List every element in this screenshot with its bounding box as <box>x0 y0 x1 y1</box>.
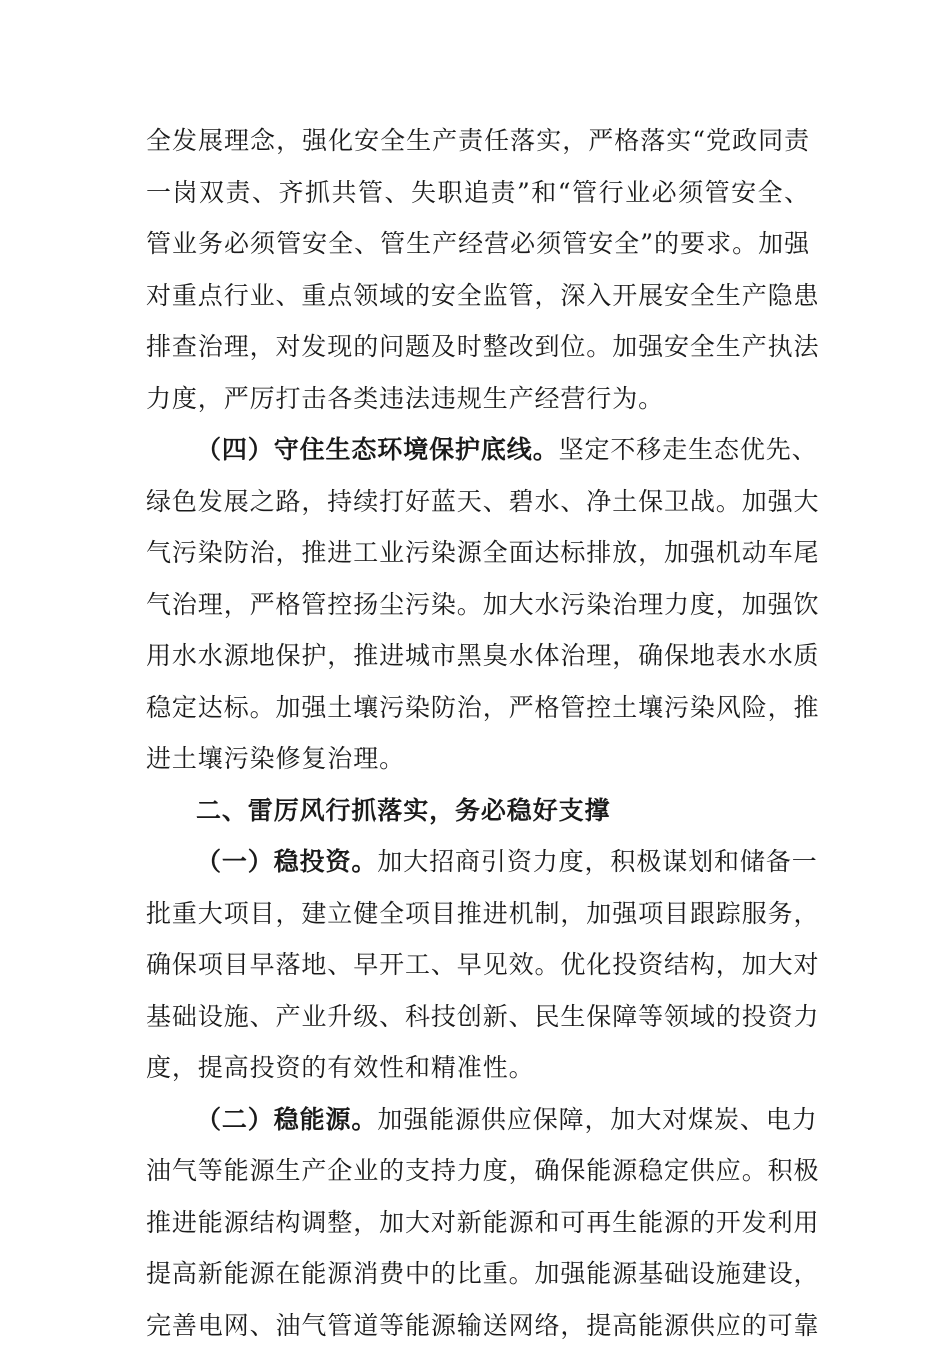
paragraph-line: 度，提高投资的有效性和精准性。 <box>146 1053 535 1082</box>
paragraph-first-rest: 加强能源供应保障，加大对煤炭、电力 <box>377 1105 818 1134</box>
paragraph-first-line <box>196 430 818 470</box>
paragraph-line: 力度，严厉打击各类违法违规生产经营行为。 <box>146 384 665 413</box>
paragraph-line: 基础设施、产业升级、科技创新、民生保障等领域的投资力 <box>146 1002 820 1031</box>
paragraph-line: 管业务必须管安全、管生产经营必须管安全”的要求。加强 <box>146 229 810 258</box>
paragraph-line: 排查治理，对发现的问题及时整改到位。加强安全生产执法 <box>146 332 820 361</box>
paragraph-line: 批重大项目，建立健全项目推进机制，加强项目跟踪服务， <box>146 899 820 928</box>
paragraph-line: 进土壤污染修复治理。 <box>146 744 406 773</box>
paragraph-line: 绿色发展之路，持续打好蓝天、碧水、净土保卫战。加强大 <box>146 487 820 516</box>
paragraph-line: 用水水源地保护，推进城市黑臭水体治理，确保地表水水质 <box>146 641 820 670</box>
paragraph-lead: （四）守住生态环境保护底线。 <box>196 435 559 464</box>
paragraph-line: 确保项目早落地、早开工、早见效。优化投资结构，加大对 <box>146 950 820 979</box>
paragraph-line: 对重点行业、重点领域的安全监管，深入开展安全生产隐患 <box>146 281 820 310</box>
paragraph-lead: （一）稳投资。 <box>196 847 378 876</box>
paragraph-first-rest: 加大招商引资力度，积极谋划和储备一 <box>377 847 818 876</box>
section-heading: 二、雷厉风行抓落实，务必稳好支撑 <box>196 796 611 825</box>
paragraph-line: 一岗双责、齐抓共管、失职追责”和“管行业必须管安全、 <box>146 178 810 207</box>
paragraph-line: 气污染防治，推进工业污染源全面达标排放，加强机动车尾 <box>146 538 820 567</box>
paragraph-line: 稳定达标。加强土壤污染防治，严格管控土壤污染风险，推 <box>146 693 820 722</box>
paragraph-line: 完善电网、油气管道等能源输送网络，提高能源供应的可靠 <box>146 1311 820 1340</box>
paragraph-first-rest: 坚定不移走生态优先、 <box>558 435 818 464</box>
paragraph-line: 全发展理念，强化安全生产责任落实，严格落实“党政同责 <box>146 126 810 155</box>
paragraph-line: 提高新能源在能源消费中的比重。加强能源基础设施建设， <box>146 1259 820 1288</box>
paragraph-line: 推进能源结构调整，加大对新能源和可再生能源的开发利用 <box>146 1208 820 1237</box>
paragraph-first-line <box>196 842 818 882</box>
paragraph-line: 油气等能源生产企业的支持力度，确保能源稳定供应。积极 <box>146 1156 820 1185</box>
paragraph-first-line <box>196 1100 818 1140</box>
paragraph-line: 气治理，严格管控扬尘污染。加大水污染治理力度，加强饮 <box>146 590 820 619</box>
paragraph-lead: （二）稳能源。 <box>196 1105 378 1134</box>
